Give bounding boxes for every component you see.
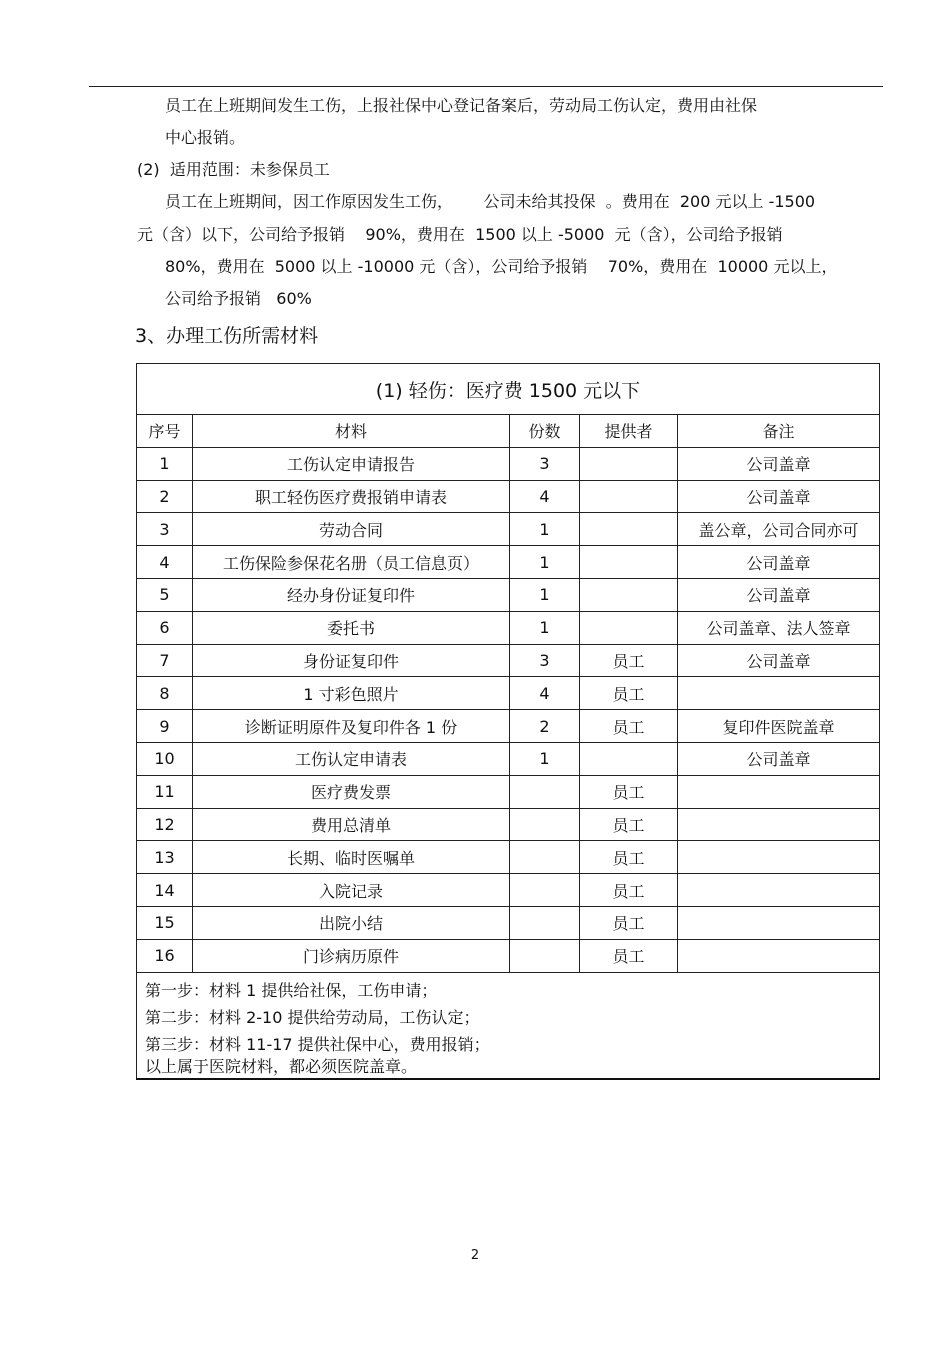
table-cell: 员工 — [580, 841, 678, 874]
section-heading: 3、办理工伤所需材料 — [135, 325, 319, 347]
materials-table — [136, 363, 880, 1080]
table-row — [137, 644, 880, 677]
scope-line-4: 公司给予报销 60% — [165, 289, 312, 308]
scope-line-1: 员工在上班期间，因工作原因发生工伤， 公司未给其投保 。费用在 200 元以上 -1500 — [165, 192, 816, 211]
table-cell: 诊断证明原件及复印件各 1 份 — [193, 710, 510, 743]
table-cell: 员工 — [580, 644, 678, 677]
table-cell: 员工 — [580, 906, 678, 939]
table-cell — [580, 578, 678, 611]
table-cell — [678, 677, 880, 710]
table-row — [137, 480, 880, 513]
table-cell — [678, 874, 880, 907]
table-notes-row — [137, 972, 880, 1079]
table-cell: 1 — [510, 742, 580, 775]
table-cell: 职工轻伤医疗费报销申请表 — [193, 480, 510, 513]
table-cell: 复印件医院盖章 — [678, 710, 880, 743]
table-cell: 公司盖章 — [678, 644, 880, 677]
table-cell: 1 — [510, 611, 580, 644]
table-cell: 14 — [137, 874, 193, 907]
table-cell: 费用总清单 — [193, 808, 510, 841]
note-line: 第一步：材料 1 提供给社保，工伤申请； — [145, 980, 438, 1000]
table-cell: 公司盖章 — [678, 578, 880, 611]
intro-line-1: 员工在上班期间发生工伤，上报社保中心登记备案后，劳动局工伤认定，费用由社保 — [165, 96, 758, 115]
table-cell — [678, 939, 880, 972]
table-cell: 入院记录 — [193, 874, 510, 907]
table-cell: 6 — [137, 611, 193, 644]
table-cell — [678, 841, 880, 874]
header-cell: 提供者 — [580, 415, 678, 448]
header-cell: 备注 — [678, 415, 880, 448]
table-cell: 5 — [137, 578, 193, 611]
table-cell — [580, 480, 678, 513]
table-cell: 3 — [510, 447, 580, 480]
table-cell: 3 — [510, 644, 580, 677]
table-cell — [580, 742, 678, 775]
note-line: 第二步：材料 2-10 提供给劳动局，工伤认定； — [145, 1007, 480, 1027]
table-cell — [510, 906, 580, 939]
table-cell: 2 — [137, 480, 193, 513]
table-cell: 3 — [137, 513, 193, 546]
table-cell: 长期、临时医嘱单 — [193, 841, 510, 874]
table-cell — [678, 808, 880, 841]
table-cell: 2 — [510, 710, 580, 743]
table-notes — [137, 972, 880, 1079]
table-cell: 盖公章，公司合同亦可 — [678, 513, 880, 546]
table-cell: 出院小结 — [193, 906, 510, 939]
table-row — [137, 939, 880, 972]
table-cell — [580, 513, 678, 546]
table-row — [137, 742, 880, 775]
table-cell: 医疗费发票 — [193, 775, 510, 808]
table-cell: 15 — [137, 906, 193, 939]
header-cell: 序号 — [137, 415, 193, 448]
table-cell: 10 — [137, 742, 193, 775]
table-row — [137, 710, 880, 743]
table-cell: 4 — [510, 677, 580, 710]
scope-line-3: 80%，费用在 5000 以上 -10000 元（含），公司给予报销 70%，费用在 10000 元以上， — [165, 257, 838, 276]
table-cell — [678, 906, 880, 939]
table-cell: 1 — [137, 447, 193, 480]
page-number: 2 — [470, 1248, 480, 1263]
table-cell: 1 — [510, 546, 580, 579]
table-row — [137, 775, 880, 808]
table-cell: 工伤保险参保花名册（员工信息页） — [193, 546, 510, 579]
table-cell — [510, 841, 580, 874]
table-cell: 公司盖章 — [678, 546, 880, 579]
table-cell: 员工 — [580, 808, 678, 841]
table-cell: 员工 — [580, 775, 678, 808]
scope-label: (2) 适用范围：未参保员工 — [137, 160, 330, 179]
table-cell: 员工 — [580, 939, 678, 972]
table-cell: 1 寸彩色照片 — [193, 677, 510, 710]
table-cell: 公司盖章、法人签章 — [678, 611, 880, 644]
scope-line-2: 元（含）以下，公司给予报销 90%，费用在 1500 以上 -5000 元（含），公司给予报销 — [137, 225, 783, 244]
table-row — [137, 546, 880, 579]
table-cell — [510, 939, 580, 972]
table-cell — [678, 775, 880, 808]
table-cell: 工伤认定申请表 — [193, 742, 510, 775]
table-cell: 工伤认定申请报告 — [193, 447, 510, 480]
table-cell: 4 — [137, 546, 193, 579]
note-line: 以上属于医院材料，都必须医院盖章。 — [145, 1056, 418, 1076]
table-cell — [510, 874, 580, 907]
table-cell — [580, 546, 678, 579]
table-cell: 1 — [510, 578, 580, 611]
table-row — [137, 677, 880, 710]
table-cell: 委托书 — [193, 611, 510, 644]
table-cell: 16 — [137, 939, 193, 972]
table-cell — [580, 447, 678, 480]
table-row — [137, 874, 880, 907]
table-cell — [510, 808, 580, 841]
table-cell: 身份证复印件 — [193, 644, 510, 677]
table-cell — [510, 775, 580, 808]
table-cell: 8 — [137, 677, 193, 710]
header-rule — [89, 86, 883, 87]
table-cell: 13 — [137, 841, 193, 874]
table-cell: 12 — [137, 808, 193, 841]
table-title: (1) 轻伤：医疗费 1500 元以下 — [137, 364, 880, 415]
table-cell: 员工 — [580, 710, 678, 743]
table-row — [137, 841, 880, 874]
table-header-row — [137, 415, 880, 448]
table-cell: 4 — [510, 480, 580, 513]
table-row — [137, 447, 880, 480]
header-cell: 材料 — [193, 415, 510, 448]
intro-line-2: 中心报销。 — [165, 128, 246, 147]
table-cell: 经办身份证复印件 — [193, 578, 510, 611]
table-row — [137, 808, 880, 841]
note-line: 第三步：材料 11-17 提供社保中心，费用报销； — [145, 1034, 490, 1054]
table-cell: 门诊病历原件 — [193, 939, 510, 972]
table-row — [137, 513, 880, 546]
table-cell — [580, 611, 678, 644]
table-cell: 11 — [137, 775, 193, 808]
table-cell: 1 — [510, 513, 580, 546]
table-row — [137, 578, 880, 611]
table-cell: 9 — [137, 710, 193, 743]
table-cell: 公司盖章 — [678, 447, 880, 480]
table-cell: 7 — [137, 644, 193, 677]
table-cell: 员工 — [580, 677, 678, 710]
table-cell: 公司盖章 — [678, 742, 880, 775]
table-cell: 劳动合同 — [193, 513, 510, 546]
table-row — [137, 906, 880, 939]
table-row — [137, 611, 880, 644]
header-cell: 份数 — [510, 415, 580, 448]
table-cell: 公司盖章 — [678, 480, 880, 513]
table-cell: 员工 — [580, 874, 678, 907]
